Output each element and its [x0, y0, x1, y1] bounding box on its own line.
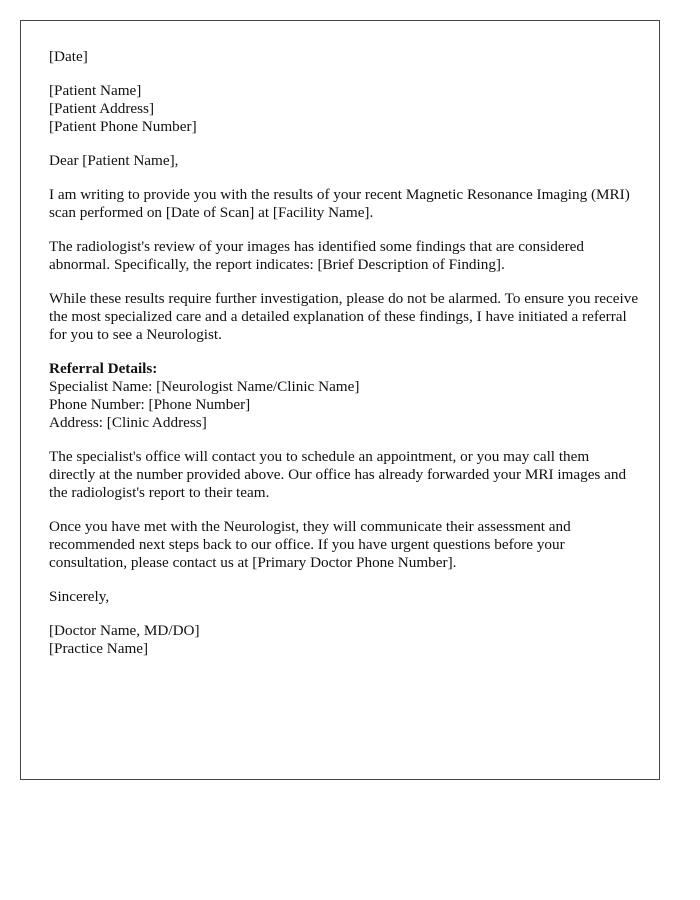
referral-details: [49, 360, 639, 432]
recipient-address: [Patient Address]: [49, 100, 155, 117]
paragraph-results: I am writing to provide you with the results of your recent Magnetic Resonance Imaging (MRI) scan performed on [Date of Scan] at [Facility Name].: [49, 186, 630, 221]
letter-page: [20, 20, 660, 780]
salutation: Dear [Patient Name],: [49, 152, 179, 169]
paragraph-followup: Once you have met with the Neurologist, they will communicate their assessment and recommended next steps back to our office. If you have urgent questions before your consultation, please contact us at [Primary Doctor Phone Number].: [49, 518, 571, 571]
closing: Sincerely,: [49, 588, 110, 605]
paragraph-appointment: The specialist's office will contact you to schedule an appointment, or you may call them directly at the number provided above. Our office has already forwarded your MRI images and the radiologist's report to their team.: [49, 448, 627, 501]
referral-heading: Referral Details:: [49, 360, 158, 377]
referral-specialist: Specialist Name: [Neurologist Name/Clinic Name]: [49, 378, 360, 395]
recipient-phone: [Patient Phone Number]: [49, 118, 197, 135]
letter-body: [49, 48, 639, 674]
signature-doctor: [Doctor Name, MD/DO]: [49, 622, 200, 639]
signature-block: [49, 622, 639, 658]
letter-date: [Date]: [49, 48, 88, 65]
signature-practice: [Practice Name]: [49, 640, 149, 657]
referral-address: Address: [Clinic Address]: [49, 414, 207, 431]
recipient-name: [Patient Name]: [49, 82, 142, 99]
paragraph-referral: While these results require further investigation, please do not be alarmed. To ensure you receive the most specialized care and a detailed explanation of these findings, I have initiated a referral for you to see a Neurologist.: [49, 290, 639, 343]
recipient-block: [49, 82, 639, 136]
paragraph-findings: The radiologist's review of your images has identified some findings that are considered abnormal. Specifically, the report indicates: [Brief Description of Finding].: [49, 238, 584, 273]
referral-phone: Phone Number: [Phone Number]: [49, 396, 251, 413]
